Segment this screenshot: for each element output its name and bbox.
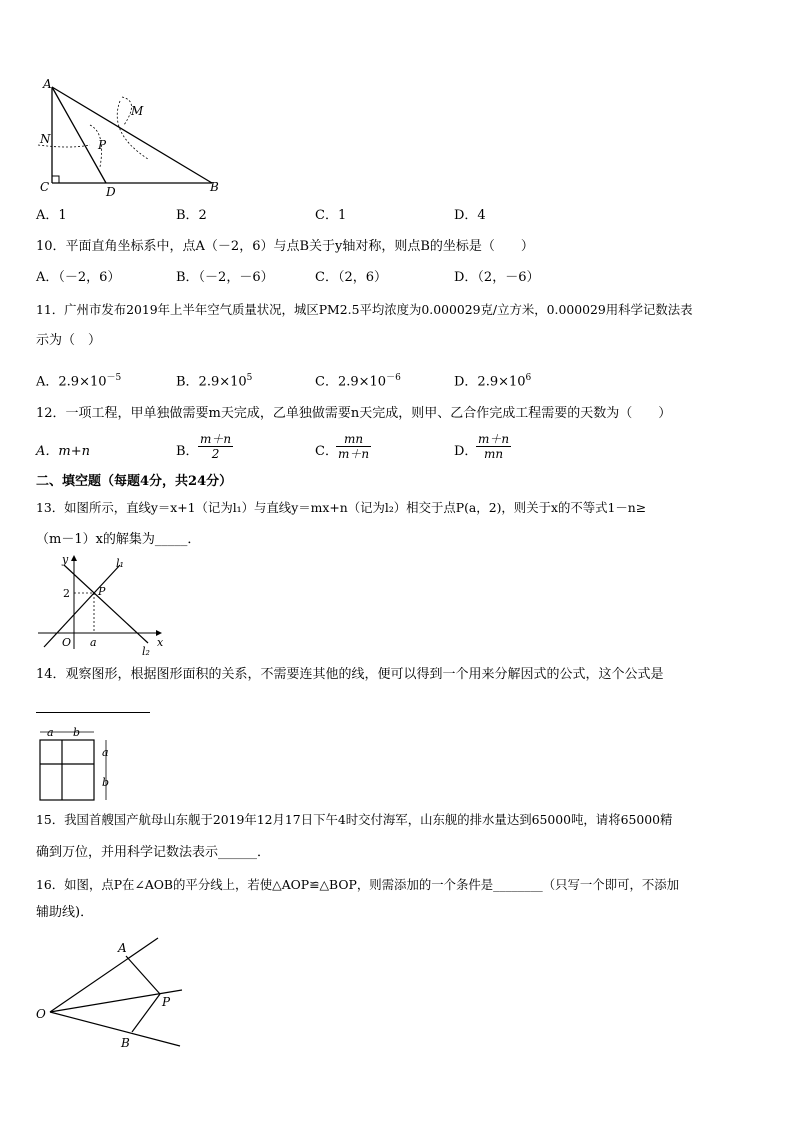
q13-label-2: 2 <box>63 587 70 600</box>
q16-label-o: O <box>36 1007 46 1021</box>
q9-triangle-figure <box>30 75 230 205</box>
q13-stem-line2: （m－1）x的解集为_____． <box>36 532 201 547</box>
q10-option-c: C．（2，6） <box>315 270 387 285</box>
q16-angle-figure <box>28 932 198 1052</box>
q11-option-d-base: D．2.9×10 <box>454 374 526 390</box>
q9-right-angle-mark <box>52 176 59 183</box>
q16-stem-line1: 16．如图，点P在∠AOB的平分线上，若使△AOP≌△BOP，则需添加的一个条件是________（只写一个即可，不添加 <box>36 877 680 892</box>
q9-label-d: D <box>106 185 116 199</box>
q11-option-a <box>36 370 121 390</box>
q9-label-b: B <box>210 180 219 194</box>
q13-line-graph <box>36 553 176 658</box>
q9-label-a: A <box>43 77 52 91</box>
q12-option-d-fraction <box>476 432 511 461</box>
q11-option-b-exp: 5 <box>246 373 253 383</box>
q10-stem: 10．平面直角坐标系中，点A（－2，6）与点B关于y轴对称，则点B的坐标是（ ） <box>36 239 534 254</box>
q12-option-c-denominator: m＋n <box>338 447 370 461</box>
q10-option-d: D．（2，－6） <box>454 270 540 285</box>
q12-option-b-prefix: B． <box>176 444 199 459</box>
q11-option-d <box>454 370 531 390</box>
q12-option-a: A．m+n <box>36 444 90 459</box>
q11-option-c-exp: －6 <box>386 373 401 383</box>
q11-stem-line2: 示为（ ） <box>36 333 102 348</box>
q12-option-b-fraction <box>198 432 233 461</box>
q13-stem-line1: 13．如图所示，直线y＝x+1（记为l₁）与直线y＝mx+n（记为l₂）相交于点P(a，2)，则关于x的不等式1－n≥ <box>36 500 647 515</box>
q11-option-b-base: B．2.9×10 <box>176 374 247 390</box>
section-2-heading: 二、填空题（每题4分，共24分） <box>36 474 233 489</box>
q14-answer-blank <box>36 712 150 713</box>
q10-option-a: A．（－2，6） <box>36 270 121 285</box>
q16-label-b: B <box>121 1036 130 1050</box>
q12-option-b-denominator: 2 <box>211 447 220 461</box>
q16-stem-line2: 辅助线)． <box>36 905 94 920</box>
q14-label-top-a: a <box>47 726 54 739</box>
q9-label-c: C <box>40 180 50 194</box>
q13-line-l2 <box>64 565 148 643</box>
q11-option-c-base: C．2.9×10 <box>315 374 387 390</box>
q14-label-right-a: a <box>102 746 109 759</box>
q12-option-d-prefix: D． <box>454 444 478 459</box>
q13-label-x: x <box>157 636 164 649</box>
q13-label-l2: l₂ <box>142 645 150 658</box>
q12-option-d-denominator: mn <box>484 447 504 461</box>
q12-stem: 12．一项工程，甲单独做需要m天完成，乙单独做需要n天完成，则甲、乙合作完成工程需要的天数为（ ） <box>36 406 672 421</box>
q13-label-o: O <box>62 636 72 649</box>
q9-option-b: B．2 <box>176 208 207 223</box>
q9-segment-ad <box>52 87 106 183</box>
q16-ray-ob <box>50 1012 180 1046</box>
q15-stem-line1: 15．我国首艘国产航母山东舰于2019年12月17日下午4时交付海军，山东舰的排水量达到65000吨，请将65000精 <box>36 812 673 827</box>
q9-label-p: P <box>98 138 107 152</box>
q13-label-y: y <box>62 553 69 566</box>
q16-label-a: A <box>118 941 127 955</box>
q14-square-figure <box>36 724 126 809</box>
q9-label-m: M <box>131 104 144 118</box>
q13-label-p: P <box>98 585 106 598</box>
q13-label-l1: l₁ <box>116 557 124 570</box>
q11-option-a-exp: －5 <box>106 373 122 383</box>
q9-option-d: D．4 <box>454 208 486 223</box>
q16-ray-oa <box>50 938 158 1012</box>
q12-option-b-numerator: m＋n <box>200 432 232 446</box>
q9-option-c: C．1 <box>315 208 347 223</box>
q14-label-top-b: b <box>73 726 81 739</box>
q12-option-d-numerator: m＋n <box>478 432 510 446</box>
q16-label-p: P <box>162 995 171 1009</box>
q13-y-axis-arrow <box>71 555 77 561</box>
q12-option-c-fraction <box>336 432 371 461</box>
q14-stem-line1: 14．观察图形，根据图形面积的关系，不需要连其他的线，便可以得到一个用来分解因式的公式，这个公式是 <box>36 667 664 682</box>
q14-label-right-b: b <box>102 776 110 789</box>
q9-label-n: N <box>40 132 51 146</box>
q11-stem-line1: 11．广州市发布2019年上半年空气质量状况，城区PM2.5平均浓度为0.000029克/立方米，0.000029用科学记数法表 <box>36 302 693 317</box>
q13-label-a: a <box>90 636 97 649</box>
q12-option-c-prefix: C． <box>315 444 338 459</box>
q16-segment-ap <box>126 956 160 994</box>
q15-stem-line2: 确到万位，并用科学记数法表示______． <box>36 845 271 860</box>
q9-side-ab <box>52 87 212 183</box>
q11-option-a-base: A．2.9×10 <box>36 374 107 390</box>
q16-segment-bp <box>132 994 160 1032</box>
q10-option-b: B．（－2，－6） <box>176 270 274 285</box>
q11-option-d-exp: 6 <box>525 373 532 383</box>
q11-option-b <box>176 370 252 390</box>
q14-square <box>40 740 94 800</box>
q11-option-c <box>315 370 401 390</box>
q12-option-c-numerator: mn <box>336 432 371 447</box>
q9-option-a: A．1 <box>36 208 67 223</box>
